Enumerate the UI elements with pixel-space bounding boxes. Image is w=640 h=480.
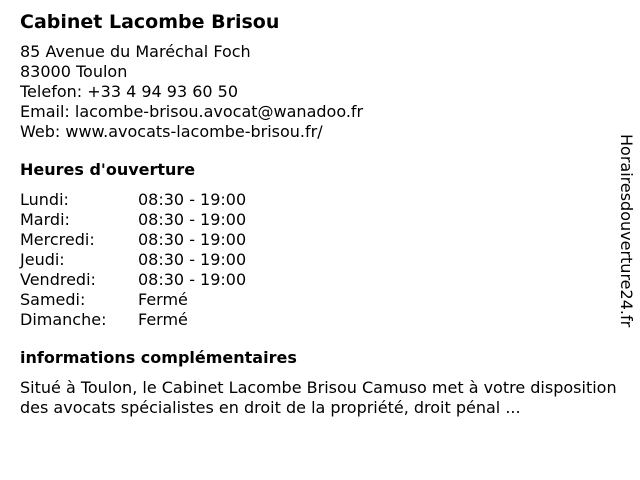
time-value: 08:30 - 19:00	[138, 190, 247, 209]
website-line: Web: www.avocats-lacombe-brisou.fr/	[20, 122, 323, 141]
day-label: Vendredi:	[20, 270, 96, 289]
hours-row-tuesday	[20, 210, 610, 230]
day-label: Mardi:	[20, 210, 70, 229]
time-value: Fermé	[138, 290, 188, 309]
additional-info-heading: informations complémentaires	[20, 348, 297, 367]
hours-row-saturday	[20, 290, 610, 310]
day-label: Mercredi:	[20, 230, 95, 249]
day-label: Lundi:	[20, 190, 69, 209]
time-value: Fermé	[138, 310, 188, 329]
day-label: Jeudi:	[20, 250, 65, 269]
time-value: 08:30 - 19:00	[138, 230, 247, 249]
time-value: 08:30 - 19:00	[138, 270, 247, 289]
hours-row-sunday	[20, 310, 610, 330]
address-city: 83000 Toulon	[20, 62, 128, 81]
business-card	[20, 10, 617, 418]
time-value: 08:30 - 19:00	[138, 210, 247, 229]
day-label: Dimanche:	[20, 310, 107, 329]
time-value: 08:30 - 19:00	[138, 250, 247, 269]
opening-hours-heading: Heures d'ouverture	[20, 160, 196, 179]
business-name: Cabinet Lacombe Brisou	[20, 11, 280, 33]
opening-hours-list	[20, 190, 610, 330]
hours-row-thursday	[20, 250, 610, 270]
additional-info-text: Situé à Toulon, le Cabinet Lacombe Brisou Camuso met à votre disposition des avocats spécialistes en droit de la propriété, droit pénal ...	[20, 378, 617, 417]
hours-row-monday	[20, 190, 610, 210]
hours-row-friday	[20, 270, 610, 290]
phone-line: Telefon: +33 4 94 93 60 50	[20, 82, 239, 101]
hours-row-wednesday	[20, 230, 610, 250]
day-label: Samedi:	[20, 290, 86, 309]
email-line: Email: lacombe-brisou.avocat@wanadoo.fr	[20, 102, 364, 121]
site-watermark: Horairesdouverture24.fr	[617, 134, 636, 328]
address-street: 85 Avenue du Maréchal Foch	[20, 42, 251, 61]
